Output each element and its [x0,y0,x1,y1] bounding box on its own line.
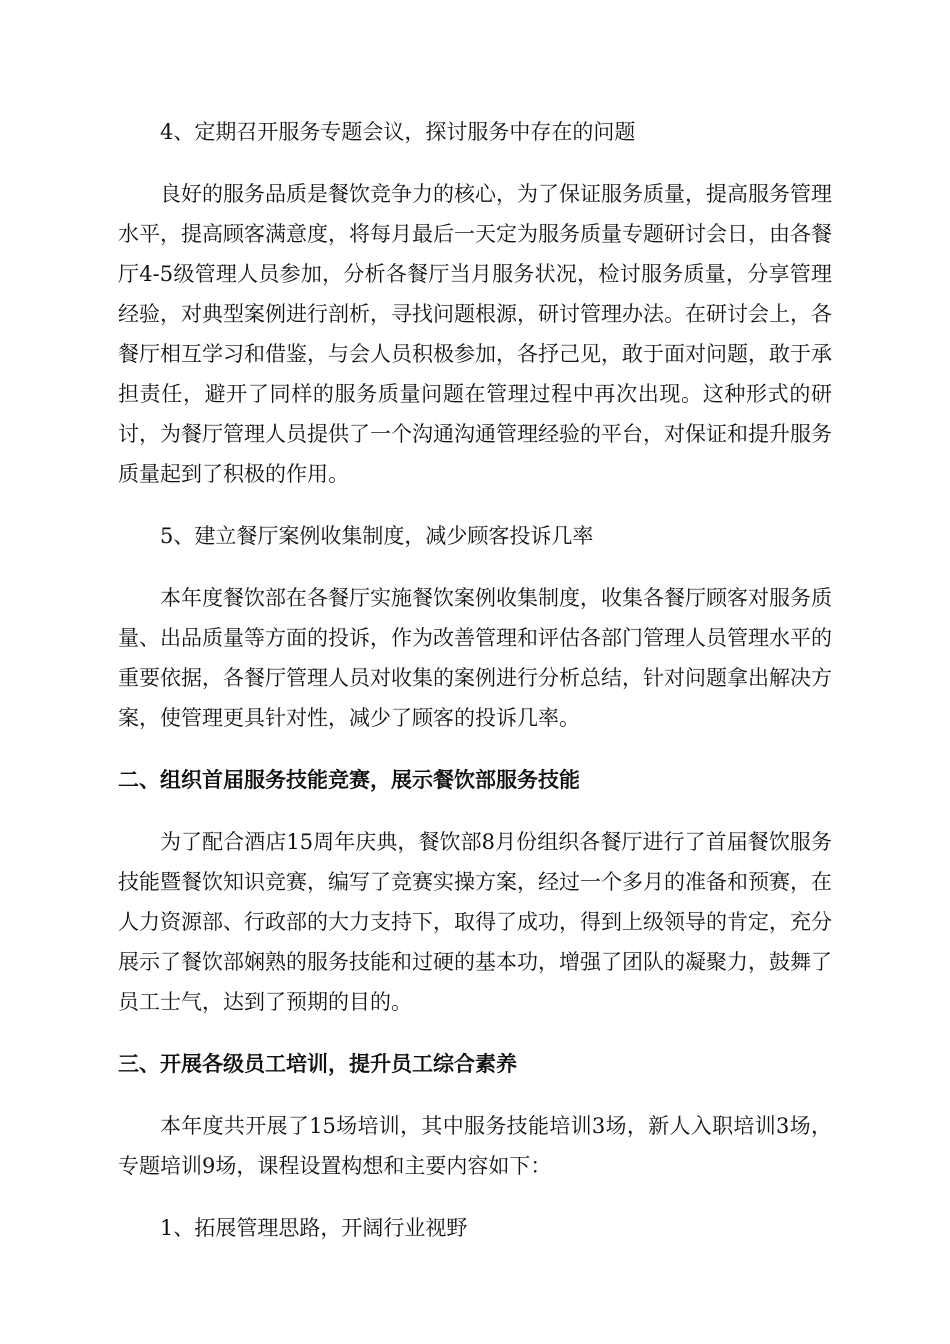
subheading-5: 5、建立餐厅案例收集制度，减少顾客投诉几率 [160,524,594,548]
paragraph-service-meeting: 良好的服务品质是餐饮竞争力的核心，为了保证服务质量，提高服务管理水平，提高顾客满意度，将每月最后一天定为服务质量专题研讨会日，由各餐厅4-5级管理人员参加，分析各餐厅当月服务状况，检讨服务质量，分享管理经验，对典型案例进行剖析，寻找问题根源，研讨管理办法。在研讨会上，各餐厅相互学习和借鉴，与会人员积极参加，各抒己见，敢于面对问题，敢于承担责任，避开了同样的服务质量问题在管理过程中再次出现。这种形式的研讨，为餐厅管理人员提供了一个沟通沟通管理经验的平台，对保证和提升服务质量起到了积极的作用。 [118,182,832,486]
subheading-4: 4、定期召开服务专题会议，探讨服务中存在的问题 [160,120,636,144]
paragraph-case-collection: 本年度餐饮部在各餐厅实施餐饮案例收集制度，收集各餐厅顾客对服务质量、出品质量等方面的投诉，作为改善管理和评估各部门管理人员管理水平的重要依据，各餐厅管理人员对收集的案例进行分析总结，针对问题拿出解决方案，使管理更具针对性，减少了顾客的投诉几率。 [118,586,832,730]
subheading-1: 1、拓展管理思路，开阔行业视野 [160,1216,468,1240]
paragraph-training: 本年度共开展了15场培训，其中服务技能培训3场，新人入职培训3场，专题培训9场，课程设置构想和主要内容如下： [118,1114,832,1178]
paragraph-skills-contest: 为了配合酒店15周年庆典，餐饮部8月份组织各餐厅进行了首届餐饮服务技能暨餐饮知识竞赛，编写了竞赛实操方案，经过一个多月的准备和预赛，在人力资源部、行政部的大力支持下，取得了成功，得到上级领导的肯定，充分展示了餐饮部娴熟的服务技能和过硬的基本功，增强了团队的凝聚力，鼓舞了员工士气，达到了预期的目的。 [118,830,832,1014]
section-heading-2: 二、组织首届服务技能竞赛，展示餐饮部服务技能 [118,768,580,792]
section-heading-3: 三、开展各级员工培训，提升员工综合素养 [118,1052,517,1076]
